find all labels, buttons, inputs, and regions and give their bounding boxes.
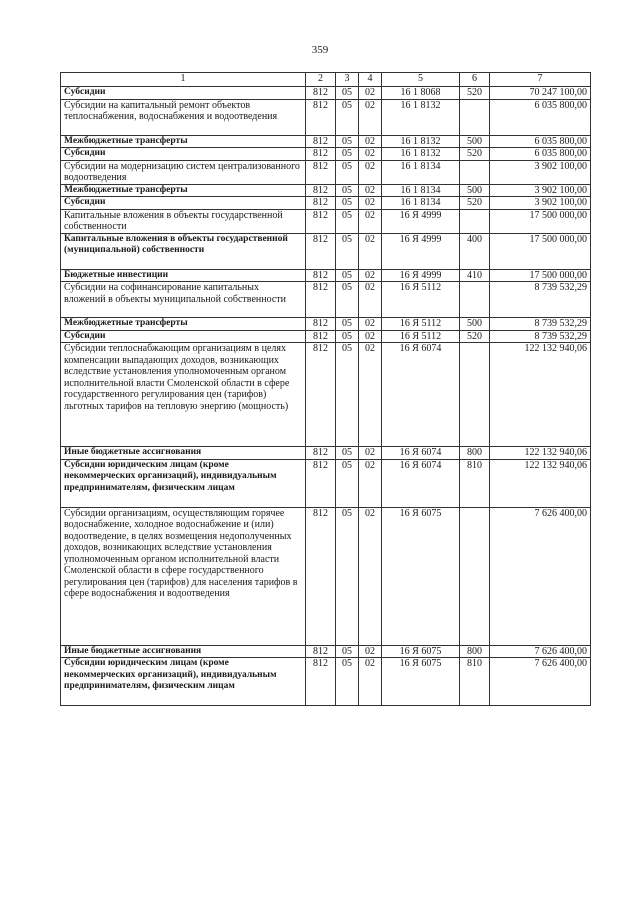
row-code-6 (460, 209, 490, 233)
row-code-4: 02 (359, 99, 382, 135)
row-code-2: 812 (306, 197, 336, 210)
row-code-6 (460, 343, 490, 447)
row-code-4: 02 (359, 184, 382, 197)
row-code-3: 05 (336, 282, 359, 318)
table-row (61, 318, 591, 331)
column-header: 4 (359, 73, 382, 87)
row-code-6: 400 (460, 233, 490, 269)
row-code-5: 16 Я 6074 (382, 459, 460, 507)
row-code-6: 500 (460, 135, 490, 148)
row-name: Межбюджетные трансферты (61, 184, 306, 197)
row-code-6: 800 (460, 645, 490, 658)
row-name: Субсидии организациям, осуществляющим горячее водоснабжение, холодное водоснабжение и (или) водоотведение, в целях возмещения недополученных доходов, возникающих вследствие установления уполномоченным органом исполнительной власти Смоленской области в сфере государственного регулирования цен (тарифов) для населения тарифов в сфере водоснабжения и водоотведения (61, 507, 306, 645)
row-amount: 8 739 532,29 (490, 282, 591, 318)
row-name: Капитальные вложения в объекты государственной (муниципальной) собственности (61, 233, 306, 269)
table-row (61, 330, 591, 343)
row-amount: 122 132 940,06 (490, 459, 591, 507)
table-row (61, 87, 591, 100)
table-row (61, 233, 591, 269)
budget-table (60, 72, 591, 706)
row-code-3: 05 (336, 507, 359, 645)
row-amount: 70 247 100,00 (490, 87, 591, 100)
table-row (61, 645, 591, 658)
row-code-4: 02 (359, 318, 382, 331)
row-name: Капитальные вложения в объекты государственной собственности (61, 209, 306, 233)
row-name: Межбюджетные трансферты (61, 135, 306, 148)
row-code-2: 812 (306, 330, 336, 343)
row-code-6: 800 (460, 447, 490, 460)
row-amount: 7 626 400,00 (490, 658, 591, 706)
row-amount: 6 035 800,00 (490, 148, 591, 161)
row-code-4: 02 (359, 160, 382, 184)
row-amount: 17 500 000,00 (490, 233, 591, 269)
row-amount: 122 132 940,06 (490, 447, 591, 460)
row-name: Субсидии теплоснабжающим организациям в целях компенсации выпадающих доходов, возникающих вследствие установления уполномоченным органом исполнительной власти Смоленской области в сфере государственного регулирования цен (тарифов) льготных тарифов на тепловую энергию (мощность) (61, 343, 306, 447)
row-name: Субсидии на капитальный ремонт объектов теплоснабжения, водоснабжения и водоотведения (61, 99, 306, 135)
row-code-4: 02 (359, 447, 382, 460)
row-code-2: 812 (306, 135, 336, 148)
row-code-5: 16 1 8132 (382, 148, 460, 161)
row-amount: 7 626 400,00 (490, 645, 591, 658)
row-name: Субсидии на софинансирование капитальных вложений в объекты муниципальной собственности (61, 282, 306, 318)
row-code-5: 16 1 8134 (382, 197, 460, 210)
row-amount: 3 902 100,00 (490, 197, 591, 210)
row-code-3: 05 (336, 658, 359, 706)
column-header: 5 (382, 73, 460, 87)
row-code-5: 16 Я 4999 (382, 209, 460, 233)
row-amount: 7 626 400,00 (490, 507, 591, 645)
row-code-3: 05 (336, 99, 359, 135)
row-code-6: 520 (460, 330, 490, 343)
row-code-2: 812 (306, 184, 336, 197)
table-row (61, 99, 591, 135)
row-code-2: 812 (306, 233, 336, 269)
row-name: Субсидии (61, 197, 306, 210)
column-header: 7 (490, 73, 591, 87)
row-code-3: 05 (336, 330, 359, 343)
row-code-2: 812 (306, 343, 336, 447)
row-code-4: 02 (359, 148, 382, 161)
row-code-5: 16 Я 6074 (382, 447, 460, 460)
row-code-4: 02 (359, 645, 382, 658)
row-code-5: 16 Я 5112 (382, 330, 460, 343)
column-header: 6 (460, 73, 490, 87)
column-header: 1 (61, 73, 306, 87)
table-body (61, 87, 591, 706)
row-code-4: 02 (359, 233, 382, 269)
row-code-5: 16 Я 6075 (382, 658, 460, 706)
row-code-5: 16 1 8068 (382, 87, 460, 100)
table-row (61, 184, 591, 197)
row-code-5: 16 Я 4999 (382, 233, 460, 269)
row-code-6: 520 (460, 87, 490, 100)
row-amount: 8 739 532,29 (490, 330, 591, 343)
row-code-2: 812 (306, 645, 336, 658)
row-code-2: 812 (306, 658, 336, 706)
row-code-2: 812 (306, 148, 336, 161)
row-amount: 122 132 940,06 (490, 343, 591, 447)
row-code-3: 05 (336, 318, 359, 331)
table-row (61, 135, 591, 148)
table-row (61, 447, 591, 460)
row-code-4: 02 (359, 658, 382, 706)
row-code-6 (460, 99, 490, 135)
row-amount: 3 902 100,00 (490, 160, 591, 184)
row-code-2: 812 (306, 282, 336, 318)
row-amount: 3 902 100,00 (490, 184, 591, 197)
row-code-3: 05 (336, 160, 359, 184)
row-name: Субсидии юридическим лицам (кроме некоммерческих организаций), индивидуальным предпринимателям, физическим лицам (61, 459, 306, 507)
table-row (61, 658, 591, 706)
row-code-3: 05 (336, 459, 359, 507)
row-code-4: 02 (359, 507, 382, 645)
row-code-6: 520 (460, 148, 490, 161)
page-number: 359 (311, 44, 329, 56)
column-header: 2 (306, 73, 336, 87)
row-code-3: 05 (336, 447, 359, 460)
row-code-5: 16 1 8134 (382, 160, 460, 184)
row-code-2: 812 (306, 447, 336, 460)
row-name: Субсидии (61, 148, 306, 161)
row-amount: 8 739 532,29 (490, 318, 591, 331)
row-code-6: 810 (460, 658, 490, 706)
row-amount: 6 035 800,00 (490, 99, 591, 135)
row-code-4: 02 (359, 209, 382, 233)
row-code-3: 05 (336, 184, 359, 197)
row-code-4: 02 (359, 269, 382, 282)
table-row (61, 507, 591, 645)
row-name: Субсидии на модернизацию систем централизованного водоотведения (61, 160, 306, 184)
row-code-4: 02 (359, 87, 382, 100)
row-code-6: 500 (460, 184, 490, 197)
row-name: Межбюджетные трансферты (61, 318, 306, 331)
row-code-5: 16 Я 5112 (382, 318, 460, 331)
row-code-2: 812 (306, 269, 336, 282)
row-name: Иные бюджетные ассигнования (61, 447, 306, 460)
row-code-5: 16 1 8134 (382, 184, 460, 197)
table-row (61, 197, 591, 210)
row-code-4: 02 (359, 282, 382, 318)
row-code-5: 16 Я 6075 (382, 645, 460, 658)
row-code-3: 05 (336, 269, 359, 282)
table-row (61, 160, 591, 184)
row-amount: 6 035 800,00 (490, 135, 591, 148)
table-row (61, 459, 591, 507)
row-code-6 (460, 282, 490, 318)
row-amount: 17 500 000,00 (490, 209, 591, 233)
row-code-2: 812 (306, 87, 336, 100)
row-amount: 17 500 000,00 (490, 269, 591, 282)
row-code-3: 05 (336, 645, 359, 658)
table-row (61, 148, 591, 161)
row-code-6 (460, 507, 490, 645)
row-code-2: 812 (306, 99, 336, 135)
row-code-4: 02 (359, 459, 382, 507)
row-code-3: 05 (336, 87, 359, 100)
row-code-4: 02 (359, 330, 382, 343)
row-code-5: 16 Я 6075 (382, 507, 460, 645)
table-row (61, 282, 591, 318)
row-code-5: 16 Я 5112 (382, 282, 460, 318)
row-code-2: 812 (306, 459, 336, 507)
row-name: Субсидии юридическим лицам (кроме некоммерческих организаций), индивидуальным предпринимателям, физическим лицам (61, 658, 306, 706)
table-row (61, 343, 591, 447)
row-code-3: 05 (336, 343, 359, 447)
row-code-4: 02 (359, 197, 382, 210)
row-code-6: 500 (460, 318, 490, 331)
row-code-6: 520 (460, 197, 490, 210)
row-code-6 (460, 160, 490, 184)
table-row (61, 209, 591, 233)
row-code-5: 16 Я 4999 (382, 269, 460, 282)
row-code-4: 02 (359, 135, 382, 148)
row-code-6: 410 (460, 269, 490, 282)
row-code-3: 05 (336, 135, 359, 148)
row-code-2: 812 (306, 507, 336, 645)
row-code-4: 02 (359, 343, 382, 447)
row-code-5: 16 1 8132 (382, 99, 460, 135)
row-code-3: 05 (336, 197, 359, 210)
row-name: Бюджетные инвестиции (61, 269, 306, 282)
row-name: Субсидии (61, 330, 306, 343)
row-code-2: 812 (306, 318, 336, 331)
row-code-5: 16 1 8132 (382, 135, 460, 148)
column-header: 3 (336, 73, 359, 87)
row-name: Иные бюджетные ассигнования (61, 645, 306, 658)
header-row (61, 73, 591, 87)
row-code-5: 16 Я 6074 (382, 343, 460, 447)
row-code-2: 812 (306, 209, 336, 233)
table-row (61, 269, 591, 282)
row-code-3: 05 (336, 148, 359, 161)
row-code-2: 812 (306, 160, 336, 184)
row-code-6: 810 (460, 459, 490, 507)
row-code-3: 05 (336, 209, 359, 233)
row-code-3: 05 (336, 233, 359, 269)
row-name: Субсидии (61, 87, 306, 100)
